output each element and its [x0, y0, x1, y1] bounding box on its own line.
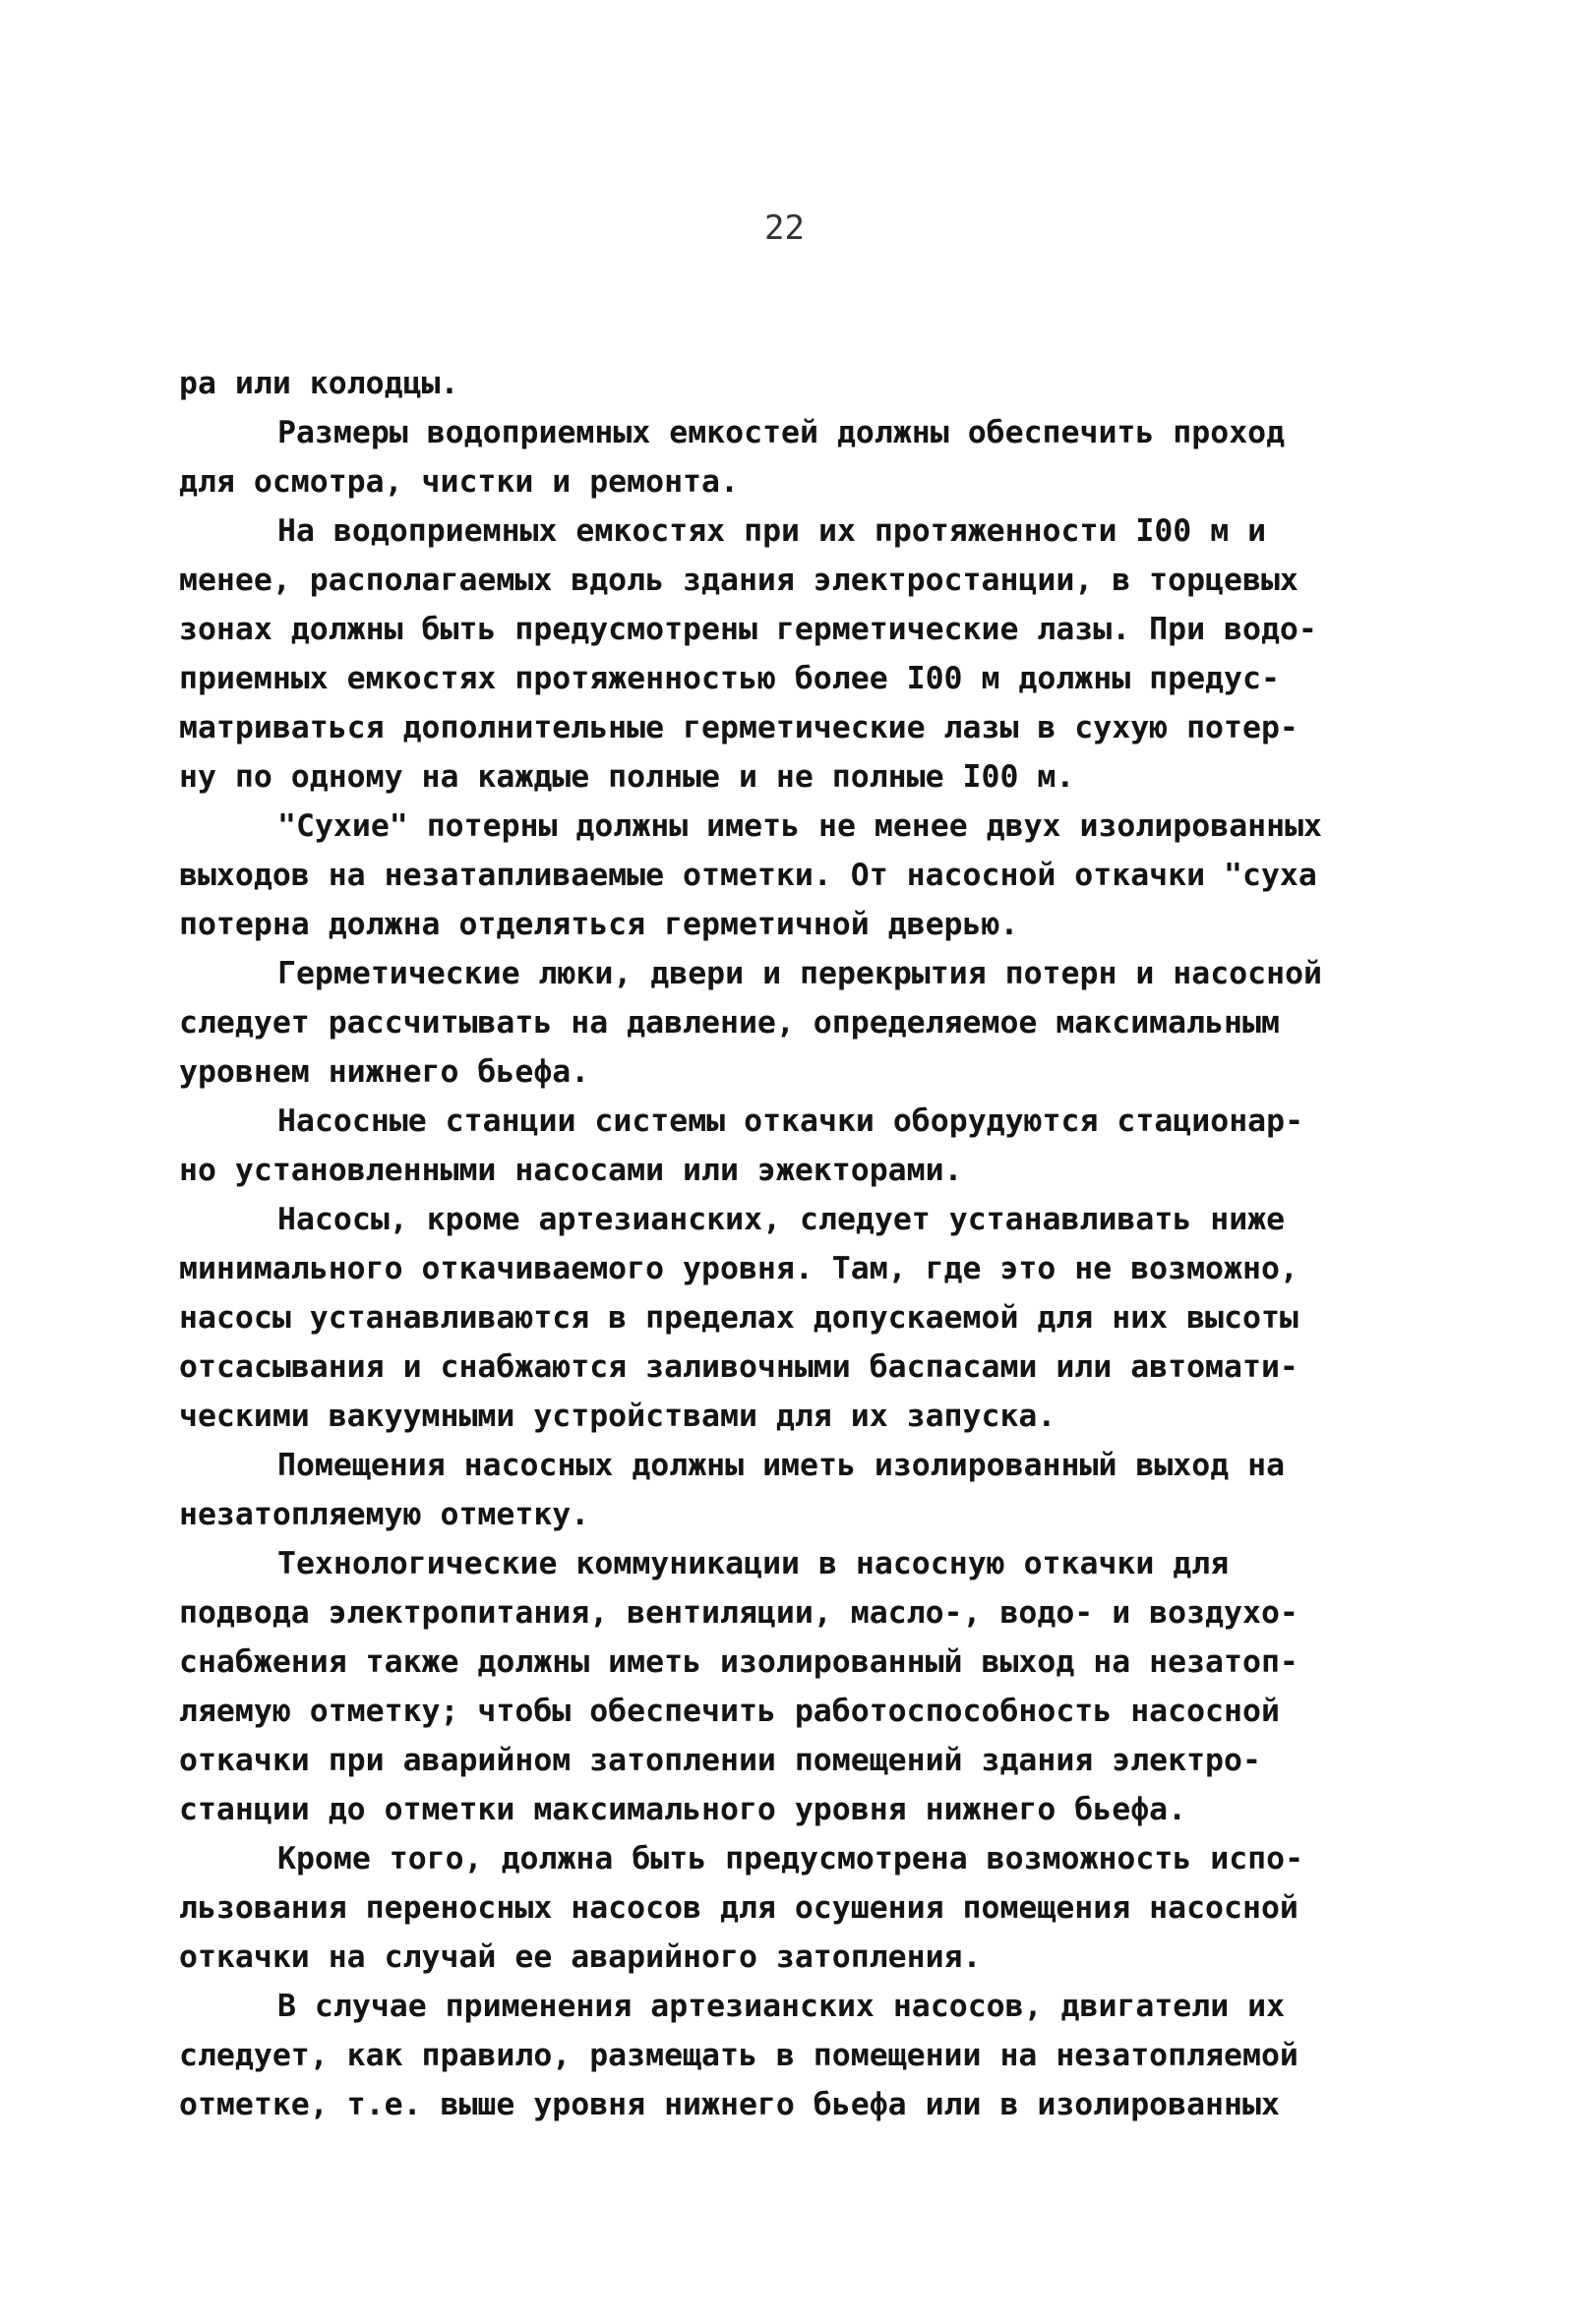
- text-line: матриваться дополнительные герметические лазы в сухую потер-: [179, 710, 1298, 745]
- text-line: ческими вакуумными устройствами для их запуска.: [179, 1399, 1056, 1434]
- text-line: но установленными насосами или эжекторами.: [179, 1153, 963, 1188]
- paragraph: [179, 1097, 1423, 1195]
- text-line: отсасывания и снабжаются заливочными баспасами или автомати-: [179, 1349, 1298, 1385]
- text-line: В случае применения артезианских насосов, двигатели их: [277, 1989, 1286, 2024]
- text-line: выходов на незатапливаемые отметки. От насосной откачки "суха: [179, 858, 1317, 893]
- text-line: следует, как правило, размещать в помещении на незатопляемой: [179, 2038, 1298, 2073]
- paragraph: [179, 949, 1423, 1097]
- text-line: ляемую отметку; чтобы обеспечить работоспособность насосной: [179, 1694, 1280, 1729]
- text-line: приемных емкостях протяженностью более I00 м должны предус-: [179, 661, 1280, 696]
- text-line: зонах должны быть предусмотрены герметические лазы. При водо-: [179, 612, 1317, 647]
- text-line: Кроме того, должна быть предусмотрена возможность испо-: [277, 1841, 1304, 1877]
- text-line: для осмотра, чистки и ремонта.: [179, 464, 739, 500]
- page-number: 22: [764, 209, 805, 248]
- paragraph: [179, 507, 1423, 802]
- text-line: снабжения также должны иметь изолированный выход на незатоп-: [179, 1644, 1298, 1680]
- text-line: откачки при аварийном затоплении помещений здания электро-: [179, 1743, 1261, 1778]
- body-text: [179, 359, 1423, 2129]
- text-line: На водоприемных емкостях при их протяженности I00 м и: [277, 513, 1267, 549]
- text-line: минимального откачиваемого уровня. Там, где это не возможно,: [179, 1251, 1298, 1286]
- text-line: уровнем нижнего бьефа.: [179, 1054, 590, 1090]
- paragraph: [179, 1195, 1423, 1441]
- text-line: Герметические люки, двери и перекрытия потерн и насосной: [277, 956, 1323, 991]
- paragraph: [179, 1441, 1423, 1539]
- text-line: откачки на случай ее аварийного затопления.: [179, 1939, 982, 1975]
- text-line: следует рассчитывать на давление, определяемое максимальным: [179, 1005, 1280, 1041]
- text-line: насосы устанавливаются в пределах допускаемой для них высоты: [179, 1300, 1298, 1336]
- text-line: льзования переносных насосов для осушения помещения насосной: [179, 1890, 1298, 1926]
- text-line: незатопляемую отметку.: [179, 1497, 590, 1532]
- text-line: потерна должна отделяться герметичной дверью.: [179, 907, 1019, 942]
- text-line: Насосы, кроме артезианских, следует устанавливать ниже: [277, 1202, 1286, 1237]
- paragraph: [179, 1982, 1423, 2129]
- paragraph: [179, 408, 1423, 507]
- text-line: станции до отметки максимального уровня нижнего бьефа.: [179, 1792, 1187, 1827]
- text-line: Насосные станции системы откачки оборудуются стационар-: [277, 1103, 1304, 1139]
- text-line: "Сухие" потерны должны иметь не менее двух изолированных: [277, 808, 1323, 844]
- paragraph: [179, 359, 1423, 408]
- paragraph: [179, 1539, 1423, 1834]
- text-line: ра или колодцы.: [179, 366, 459, 401]
- text-line: менее, располагаемых вдоль здания электростанции, в торцевых: [179, 563, 1298, 598]
- text-line: ну по одному на каждые полные и не полные I00 м.: [179, 759, 1075, 795]
- text-line: подвода электропитания, вентиляции, масло-, водо- и воздухо-: [179, 1595, 1298, 1631]
- text-line: Технологические коммуникации в насосную откачки для: [277, 1546, 1230, 1581]
- paragraph: [179, 1834, 1423, 1982]
- text-line: Размеры водоприемных емкостей должны обеспечить проход: [277, 415, 1286, 450]
- text-line: Помещения насосных должны иметь изолированный выход на: [277, 1448, 1286, 1483]
- paragraph: [179, 802, 1423, 949]
- text-line: отметке, т.е. выше уровня нижнего бьефа или в изолированных: [179, 2087, 1280, 2122]
